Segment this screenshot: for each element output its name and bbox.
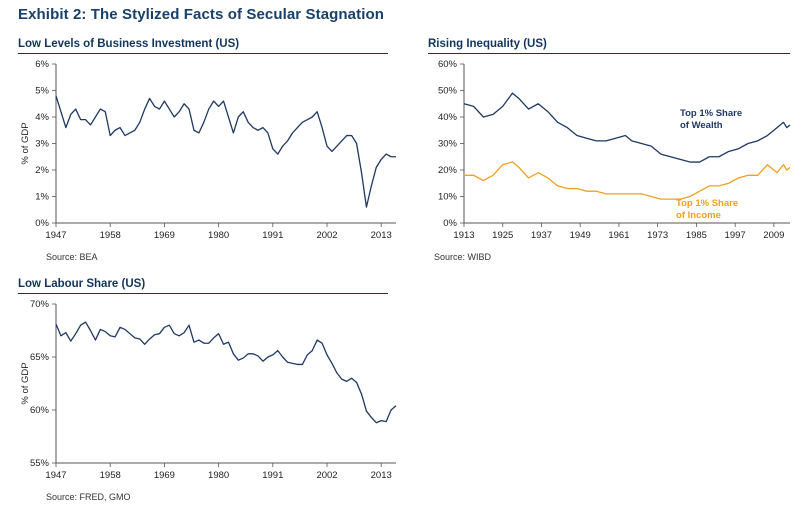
svg-text:1961: 1961 [608, 230, 630, 241]
panel-labour-title: Low Labour Share (US) [18, 278, 388, 294]
svg-text:1947: 1947 [45, 470, 67, 481]
inequality-plot [428, 54, 800, 249]
svg-text:1980: 1980 [208, 230, 230, 241]
svg-text:2%: 2% [35, 165, 49, 177]
svg-text:30%: 30% [437, 138, 457, 150]
svg-text:3%: 3% [35, 138, 49, 150]
svg-text:1913: 1913 [453, 230, 475, 241]
panel-investment [18, 38, 408, 262]
svg-text:65%: 65% [29, 352, 49, 364]
svg-text:1949: 1949 [569, 230, 591, 241]
svg-text:70%: 70% [29, 299, 49, 311]
svg-text:1958: 1958 [99, 230, 121, 241]
svg-text:1991: 1991 [262, 230, 284, 241]
svg-text:1991: 1991 [262, 470, 284, 481]
panel-investment-title: Low Levels of Business Investment (US) [18, 38, 388, 54]
page-title: Exhibit 2: The Stylized Facts of Secular Stagnation [18, 6, 385, 23]
svg-text:0%: 0% [443, 218, 457, 230]
investment-plot [18, 54, 408, 249]
svg-text:2013: 2013 [370, 230, 392, 241]
svg-text:1958: 1958 [99, 470, 121, 481]
panel-inequality-title: Rising Inequality (US) [428, 38, 790, 54]
svg-text:1969: 1969 [153, 470, 175, 481]
svg-text:1980: 1980 [208, 470, 230, 481]
svg-text:2002: 2002 [316, 230, 338, 241]
svg-text:55%: 55% [29, 458, 49, 470]
panel-labour [18, 278, 408, 502]
panel-labour-source: Source: FRED, GMO [46, 492, 131, 502]
svg-text:40%: 40% [437, 112, 457, 124]
svg-text:2009: 2009 [763, 230, 785, 241]
svg-text:1%: 1% [35, 191, 49, 203]
panel-inequality-source: Source: WIBD [434, 252, 492, 262]
svg-text:5%: 5% [35, 85, 49, 97]
chart-inequality [428, 54, 800, 249]
svg-text:50%: 50% [437, 85, 457, 97]
svg-text:% of GDP: % of GDP [20, 122, 31, 165]
svg-text:10%: 10% [437, 191, 457, 203]
svg-text:1985: 1985 [685, 230, 707, 241]
svg-text:% of GDP: % of GDP [20, 362, 31, 405]
svg-text:1947: 1947 [45, 230, 67, 241]
legend-income: Top 1% Share of Income [676, 198, 739, 221]
svg-text:1969: 1969 [153, 230, 175, 241]
svg-text:60%: 60% [437, 59, 457, 71]
panel-investment-source: Source: BEA [46, 252, 98, 262]
svg-text:1997: 1997 [724, 230, 746, 241]
svg-text:20%: 20% [437, 165, 457, 177]
labour-plot [18, 294, 408, 489]
svg-text:1973: 1973 [647, 230, 669, 241]
svg-text:0%: 0% [35, 218, 49, 230]
chart-investment [18, 54, 408, 249]
svg-text:1925: 1925 [492, 230, 514, 241]
panel-inequality [428, 38, 800, 262]
svg-text:2002: 2002 [316, 470, 338, 481]
svg-text:2013: 2013 [370, 470, 392, 481]
legend-wealth: Top 1% Share of Wealth [680, 108, 743, 131]
chart-labour [18, 294, 408, 489]
svg-text:4%: 4% [35, 112, 49, 124]
svg-text:1937: 1937 [530, 230, 553, 241]
svg-text:60%: 60% [29, 405, 49, 417]
svg-text:6%: 6% [35, 59, 49, 71]
